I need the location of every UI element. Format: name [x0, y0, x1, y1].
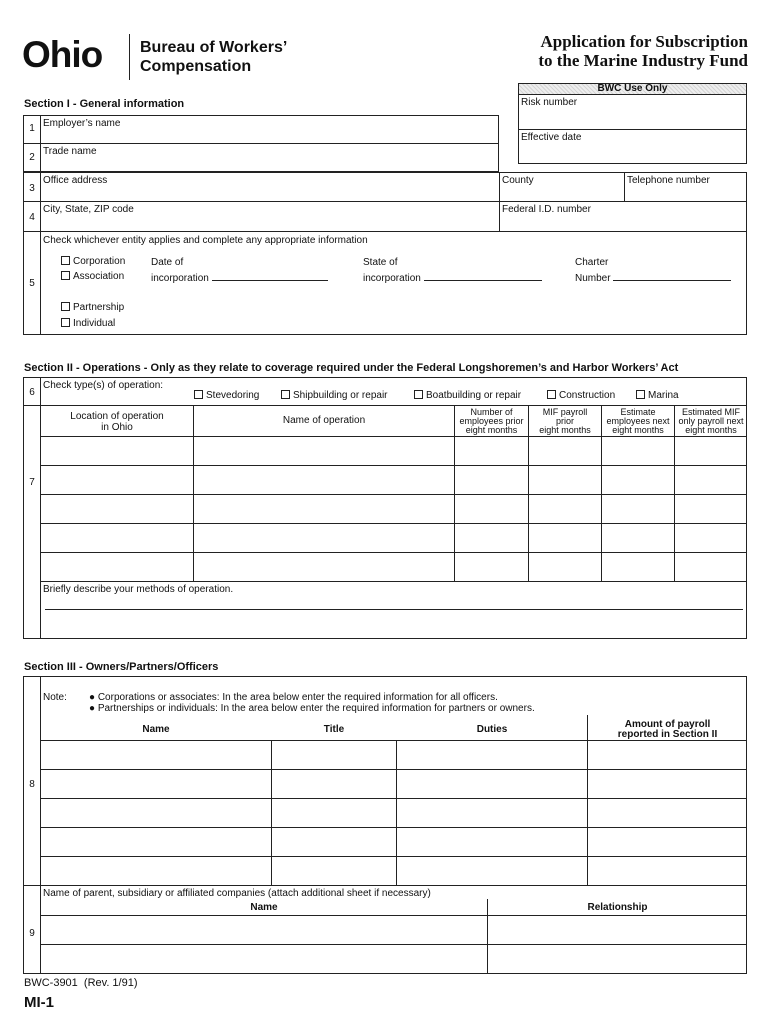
- row-6: [23, 377, 747, 406]
- col-officer-name-header: Name: [142, 724, 170, 735]
- boatbuilding-checkbox[interactable]: [414, 390, 423, 399]
- table-row[interactable]: [41, 465, 747, 494]
- col-employees-header: Number of employees prior eight months: [459, 407, 524, 435]
- section-1-title: Section I - General information: [24, 98, 185, 110]
- stevedoring-option[interactable]: Stevedoring: [194, 390, 259, 401]
- individual-option[interactable]: Individual: [61, 318, 115, 329]
- state-of-incorporation-field[interactable]: incorporation: [363, 272, 542, 284]
- table-row[interactable]: [41, 740, 747, 769]
- table-row[interactable]: [41, 436, 747, 465]
- describe-methods-line[interactable]: [45, 596, 743, 610]
- office-address-field[interactable]: Office address: [40, 173, 522, 201]
- operation-type-area: [40, 378, 746, 405]
- col-name-header: Name of operation: [282, 415, 366, 426]
- form-code: MI-1: [24, 994, 54, 1011]
- col-payroll-prior-header: MIF payroll prior eight months: [539, 407, 591, 435]
- col-title-header: Title: [323, 724, 345, 735]
- corporation-option[interactable]: Corporation: [61, 256, 125, 267]
- shipbuilding-checkbox[interactable]: [281, 390, 290, 399]
- section-2-title: Section II - Operations - Only as they relate to coverage required under the Federal Longshoremen’s and Harbor Workers’ Act: [24, 362, 679, 374]
- col-duties-header: Duties: [476, 724, 508, 735]
- bwc-use-only-title: BWC Use Only: [519, 84, 746, 95]
- section-3-title: Section III - Owners/Partners/Officers: [24, 661, 219, 673]
- table-row[interactable]: [41, 915, 747, 944]
- note-label: Note:: [43, 692, 67, 703]
- affiliates-table: [40, 886, 746, 973]
- col-estimate-employees-header: Estimate employees next eight months: [606, 407, 670, 435]
- row-8: [23, 676, 747, 886]
- state-of-label: State of: [363, 257, 398, 268]
- row-number: 2: [29, 152, 35, 163]
- marina-checkbox[interactable]: [636, 390, 645, 399]
- col-affiliate-name-header: Name: [250, 902, 278, 913]
- individual-checkbox[interactable]: [61, 318, 70, 327]
- charter-label: Charter: [575, 257, 609, 268]
- row-number: 8: [29, 779, 35, 790]
- charter-number-field[interactable]: Number: [575, 272, 731, 284]
- date-of-incorporation-field[interactable]: incorporation: [151, 272, 328, 284]
- construction-checkbox[interactable]: [547, 390, 556, 399]
- col-location-header: Location of operation in Ohio: [70, 411, 164, 433]
- row-number: 6: [29, 387, 35, 398]
- risk-number-field[interactable]: Risk number: [519, 95, 746, 130]
- county-field[interactable]: County: [499, 173, 624, 201]
- association-option[interactable]: Association: [61, 271, 124, 282]
- col-amount-header: Amount of payroll reported in Section II: [617, 719, 718, 740]
- form-title: Application for Subscription to the Marine Industry Fund: [538, 32, 748, 70]
- row-9: [23, 885, 747, 974]
- note-item: ● Corporations or associates: In the area below enter the required information for all officers.: [89, 692, 498, 703]
- table-row[interactable]: [41, 552, 747, 581]
- parent-companies-label: Name of parent, subsidiary or affiliated companies (attach additional sheet if necessary): [43, 888, 431, 899]
- row-7: [23, 405, 747, 639]
- table-row[interactable]: [41, 944, 747, 973]
- describe-methods-label: Briefly describe your methods of operation.: [43, 584, 234, 595]
- row-5: [23, 231, 747, 335]
- col-estimate-payroll-header: Estimated MIF only payroll next eight months: [678, 407, 744, 435]
- col-relationship-header: Relationship: [587, 902, 648, 913]
- partnership-option[interactable]: Partnership: [61, 302, 124, 313]
- federal-id-field[interactable]: Federal I.D. number: [499, 202, 746, 231]
- note-item: ● Partnerships or individuals: In the area below enter the required information for partners or owners.: [89, 703, 535, 714]
- bwc-use-only-box: [518, 83, 747, 164]
- row-number: 9: [29, 928, 35, 939]
- telephone-field[interactable]: Telephone number: [624, 173, 746, 201]
- association-checkbox[interactable]: [61, 271, 70, 280]
- row-4: [23, 201, 747, 232]
- trade-name-field[interactable]: Trade name: [40, 144, 499, 171]
- construction-option[interactable]: Construction: [547, 390, 615, 401]
- row-number: 1: [29, 123, 35, 134]
- marina-option[interactable]: Marina: [636, 390, 679, 401]
- row-3: [23, 172, 747, 202]
- row-number: 7: [29, 477, 35, 488]
- boatbuilding-option[interactable]: Boatbuilding or repair: [414, 390, 521, 401]
- corporation-checkbox[interactable]: [61, 256, 70, 265]
- agency-name: Bureau of Workers’ Compensation: [140, 39, 288, 75]
- partnership-checkbox[interactable]: [61, 302, 70, 311]
- date-of-label: Date of: [151, 257, 184, 268]
- ohio-logo: Ohio: [22, 34, 103, 75]
- row-number: 4: [29, 212, 35, 223]
- table-row[interactable]: [41, 827, 747, 856]
- table-row[interactable]: [41, 523, 747, 552]
- city-state-zip-field[interactable]: City, State, ZIP code: [40, 202, 499, 231]
- employer-name-field[interactable]: Employer’s name: [40, 116, 499, 143]
- shipbuilding-option[interactable]: Shipbuilding or repair: [281, 390, 388, 401]
- row-1: [23, 115, 499, 144]
- table-row[interactable]: [41, 798, 747, 827]
- operations-table: [40, 406, 746, 638]
- entity-area: [40, 232, 746, 334]
- form-number: BWC-3901 (Rev. 1/91): [24, 977, 138, 989]
- row-2: [23, 143, 499, 172]
- officers-table: [40, 677, 746, 885]
- stevedoring-checkbox[interactable]: [194, 390, 203, 399]
- row-number: 3: [29, 183, 35, 194]
- table-row[interactable]: [41, 494, 747, 523]
- entity-instruction: Check whichever entity applies and complete any appropriate information: [43, 235, 368, 246]
- check-types-label: Check type(s) of operation:: [43, 380, 164, 391]
- table-row[interactable]: [41, 856, 747, 885]
- row-number: 5: [29, 278, 35, 289]
- effective-date-field[interactable]: Effective date: [521, 132, 582, 143]
- logo-divider: [129, 34, 130, 80]
- table-row[interactable]: [41, 769, 747, 798]
